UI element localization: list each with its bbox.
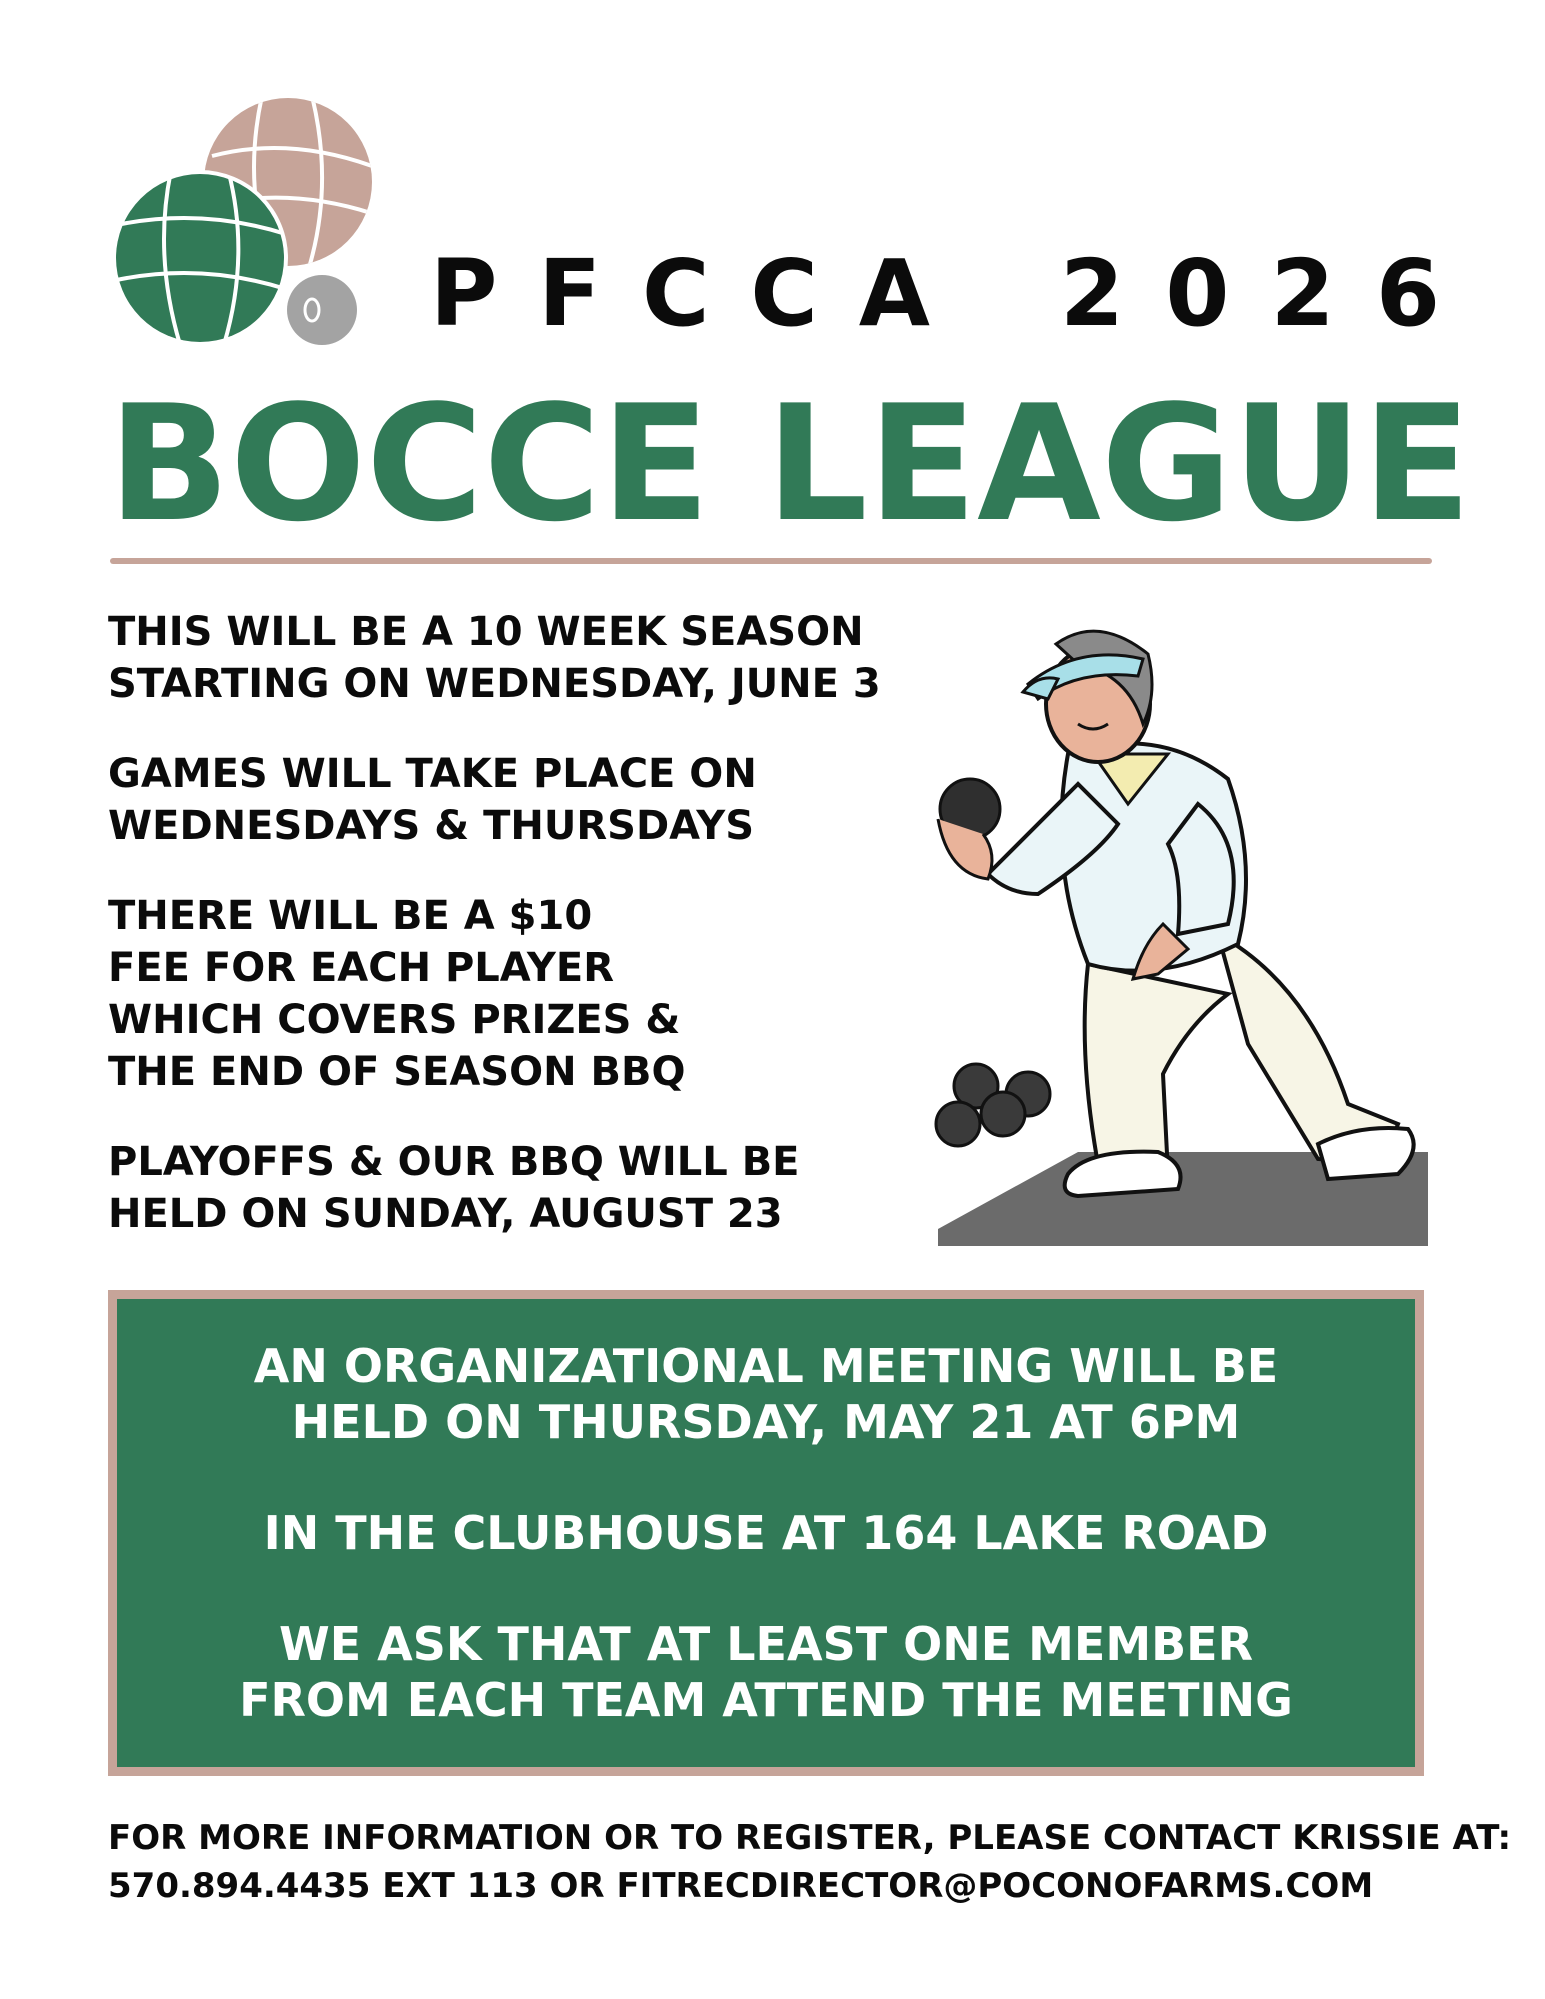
meeting-box-inner xyxy=(117,1299,1415,1767)
header-letter: C xyxy=(750,240,818,347)
season-info-item: THIS WILL BE A 10 WEEK SEASON STARTING ON WEDNESDAY, JUNE 3 xyxy=(108,609,881,707)
meeting-time: AN ORGANIZATIONAL MEETING WILL BE HELD ON THURSDAY, MAY 21 AT 6PM xyxy=(253,1339,1279,1449)
header-letter: 2 xyxy=(1270,240,1335,347)
header-letter: A xyxy=(858,240,930,347)
contact-info xyxy=(108,1814,1512,1910)
header-letter: C xyxy=(642,240,710,347)
header-letter: 6 xyxy=(1375,240,1440,347)
contact-details: 570.894.4435 EXT 113 OR FITRECDIRECTOR@POCONOFARMS.COM xyxy=(108,1866,1374,1906)
contact-intro: FOR MORE INFORMATION OR TO REGISTER, PLEASE CONTACT KRISSIE AT: xyxy=(108,1818,1512,1858)
season-info-item: PLAYOFFS & OUR BBQ WILL BE HELD ON SUNDAY, AUGUST 23 xyxy=(108,1139,800,1237)
header-letter: 0 xyxy=(1165,240,1230,347)
bocce-player-illustration xyxy=(928,604,1433,1246)
header-letter: F xyxy=(538,240,602,347)
org-name xyxy=(430,240,930,347)
meeting-box xyxy=(108,1290,1424,1776)
season-info-item: GAMES WILL TAKE PLACE ON WEDNESDAYS & THURSDAYS xyxy=(108,751,757,849)
bocce-balls-icon xyxy=(112,96,382,366)
header-letter: P xyxy=(430,240,498,347)
event-org-year xyxy=(430,240,1440,347)
header-letter: 2 xyxy=(1060,240,1125,347)
season-info-item: THERE WILL BE A $10 FEE FOR EACH PLAYER WHICH COVERS PRIZES & THE END OF SEASON BBQ xyxy=(108,893,686,1095)
divider xyxy=(110,558,1432,564)
season-info xyxy=(108,606,968,1278)
meeting-request: WE ASK THAT AT LEAST ONE MEMBER FROM EACH TEAM ATTEND THE MEETING xyxy=(239,1617,1293,1727)
event-year xyxy=(1060,240,1440,347)
page-title: BOCCE LEAGUE xyxy=(108,370,1472,557)
meeting-location: IN THE CLUBHOUSE AT 164 LAKE ROAD xyxy=(263,1506,1269,1560)
